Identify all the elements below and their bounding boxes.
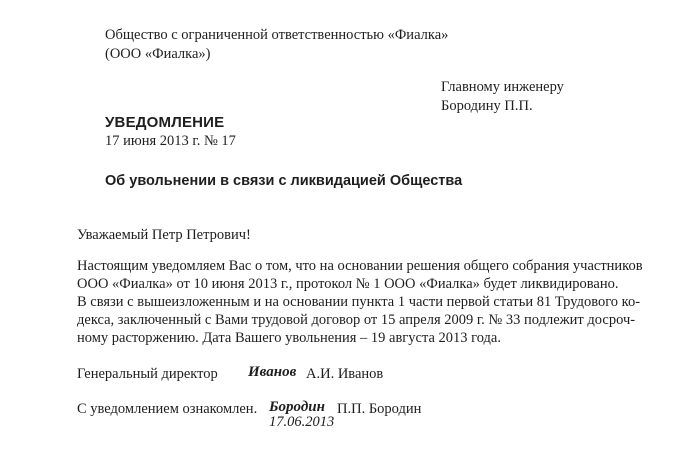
body-line: В связи с вышеизложенным и на основании пункта 1 части первой статьи 81 Трудового ко- [77,294,641,310]
addressee-name: Бородину П.П. [441,98,533,114]
notice-subject: Об увольнении в связи с ликвидацией Общества [105,173,463,189]
acknowledgement-name: П.П. Бородин [337,401,422,417]
acknowledgement-signature: Бородин [269,399,325,415]
organization-full-name: Общество с ограниченной ответственностью «Фиалка» [105,27,449,43]
organization-short-name: (ООО «Фиалка») [105,46,211,62]
body-line: ООО «Фиалка» от 10 июня 2013 г., протокол № 1 ООО «Фиалка» будет ликвидировано. [77,276,619,292]
addressee-position: Главному инженеру [441,79,564,95]
body-line: Настоящим уведомляем Вас о том, что на основании решения общего собрания участников [77,258,643,274]
acknowledgement-date: 17.06.2013 [269,414,335,430]
director-title: Генеральный директор [77,366,218,382]
body-line: ному расторжению. Дата Вашего увольнения – 19 августа 2013 года. [77,330,501,346]
notice-date-number: 17 июня 2013 г. № 17 [105,133,236,149]
director-name: А.И. Иванов [306,366,384,382]
body-paragraph [77,257,643,347]
notice-title: УВЕДОМЛЕНИЕ [105,114,225,131]
body-line: декса, заключенный с Вами трудовой договор от 15 апреля 2009 г. № 33 подлежит досроч- [77,312,636,328]
organization-block [105,26,448,64]
addressee-block [441,78,564,116]
greeting: Уважаемый Петр Петрович! [77,227,251,243]
acknowledgement-label: С уведомлением ознакомлен. [77,401,258,417]
director-signature: Иванов [248,364,297,380]
